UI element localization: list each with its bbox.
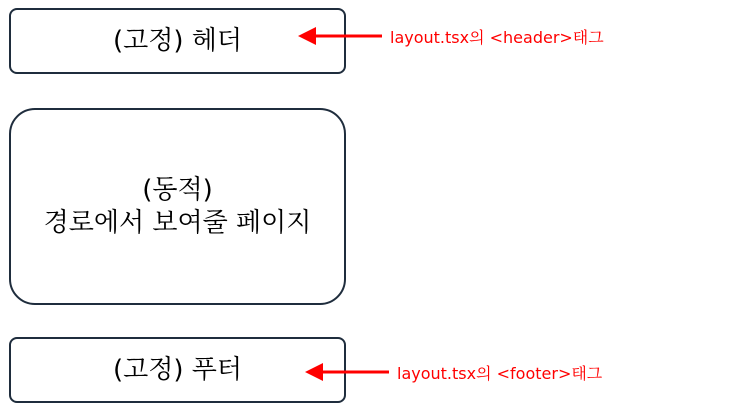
header-annotation: [296, 24, 604, 48]
left-arrow-icon: [303, 360, 393, 384]
footer-annotation: [303, 360, 602, 384]
header-box-label: (고정) 헤더: [112, 25, 243, 56]
left-arrow-icon: [296, 24, 386, 48]
header-annotation-text: layout.tsx의 <header>태그: [390, 27, 604, 47]
page-box: [9, 108, 346, 305]
footer-box-label: (고정) 푸터: [112, 354, 243, 385]
page-box-line2: 경로에서 보여줄 페이지: [43, 207, 312, 238]
footer-box: [9, 337, 346, 403]
footer-annotation-text: layout.tsx의 <footer>태그: [397, 363, 603, 383]
page-box-line1: (동적): [142, 175, 213, 205]
